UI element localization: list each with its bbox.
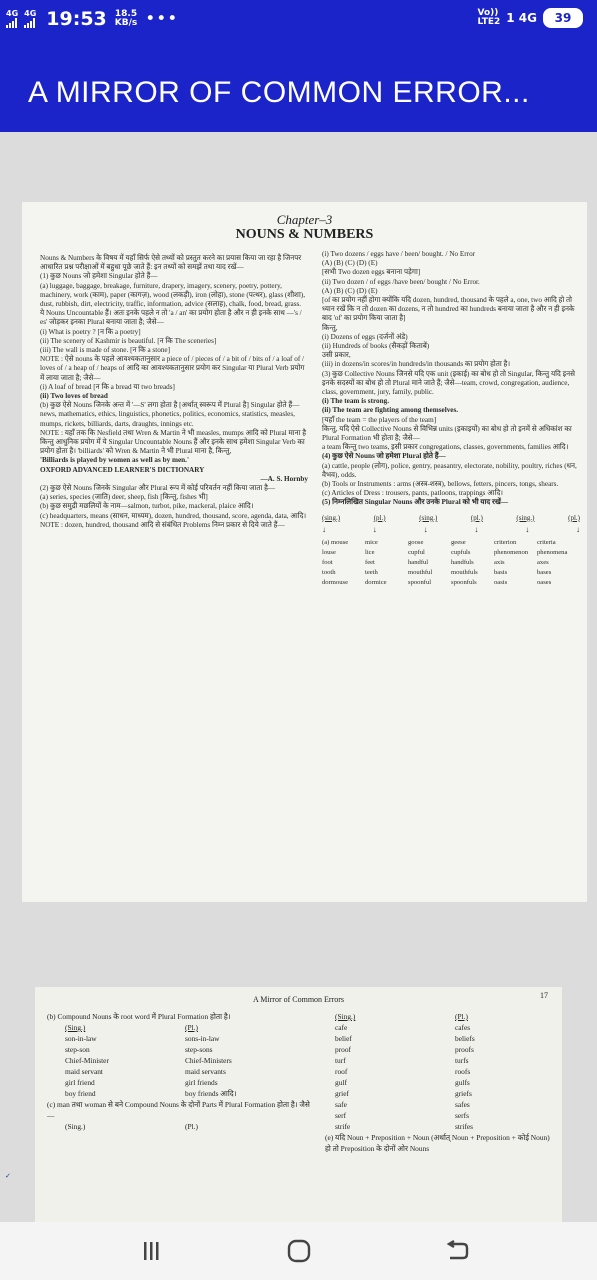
header-sing: (Sing.)	[65, 1023, 86, 1032]
table-cell: roof	[335, 1067, 348, 1076]
speed-unit: KB/s	[114, 18, 138, 28]
table-cell: gulfs	[455, 1078, 470, 1087]
table-cell: girl friend	[65, 1078, 95, 1087]
table-cell: step-son	[65, 1045, 90, 1054]
table-cell: lice	[365, 548, 375, 556]
table-cell: basis	[494, 568, 508, 576]
header-sing: (sing.)	[419, 513, 438, 522]
table-cell: girl friends	[185, 1078, 218, 1087]
paragraph: (b) Compound Nouns के root word में Plural Formation होता है।	[47, 1012, 231, 1021]
table-cell: step-sons	[185, 1045, 213, 1054]
table-cell: cupful	[408, 548, 425, 556]
paragraph: (ii) Two loves of bread	[40, 392, 108, 401]
paragraph: [यहाँ the team = the players of the team]	[322, 415, 437, 424]
back-arrow-icon	[444, 1240, 470, 1262]
menu-lines-icon	[142, 1240, 160, 1262]
paragraph: (ii) The scenery of Kashmir is beautiful. [न कि The sceneries]	[40, 336, 217, 345]
paragraph: NOTE : dozen, hundred, thousand आदि से संबंधित Problems निम्न प्रकार से दिये जाते हैं—	[40, 520, 285, 529]
paragraph: (5) निम्नलिखित Singular Nouns और उनके Plural को भी याद रखें—	[322, 498, 509, 507]
status-bar	[0, 0, 597, 58]
paragraph: (b) Tools or Instruments : arms (अस्त्र-शस्त्र), bellows, fetters, pincers, tongs, shears.	[322, 480, 559, 489]
paragraph: [of का प्रयोग नहीं होगा क्योंकि यदि dozen, hundred, thousand के पहले a, one, two आदि हो तो ध्यान रखें कि न तो dozen का dozens, न तो hundred का hundreds बनाया जाता है और न ही इनके बाद 'of' का प्रयोग किया जाता है]	[322, 296, 575, 323]
page1-right-column	[322, 250, 580, 588]
network-label-1: 4G	[6, 9, 19, 18]
table-cell: proofs	[455, 1045, 474, 1054]
photo-viewer[interactable]	[0, 132, 597, 1222]
table-cell: sons-in-law	[185, 1034, 220, 1043]
paragraph: (4) कुछ ऐसे Nouns जो हमेशा Plural होते हैं—	[322, 452, 446, 461]
paragraph: (i) A loaf of bread [न कि a bread या two breads]	[40, 382, 175, 391]
paragraph: (ii) Hundreds of books (सैकड़ों किताबें)	[322, 342, 430, 351]
table-cell: safes	[455, 1100, 470, 1109]
table-cell: griefs	[455, 1089, 472, 1098]
noun-plural-table	[325, 1011, 555, 1132]
page-number: 17	[540, 991, 548, 1000]
paragraph: NOTE : यहाँ तक कि Nesfield तथा Wren & Martin ने भी measles, mumps आदि को Plural माना है किन्तु आधुनिक प्रयोग में ये Singular Uncountable Nouns हैं और इनके साथ हमेशा Singular Verb का प्रयोग होता है। 'billiards' को Wren & Martin ने भी Plural माना है, किन्तु,	[40, 428, 307, 456]
table-cell: boy friend	[65, 1089, 96, 1098]
page2-left-column	[47, 1011, 317, 1132]
table-cell: mice	[365, 538, 378, 546]
home-button[interactable]	[274, 1232, 324, 1270]
table-cell: maid servants	[185, 1067, 226, 1076]
quote: 'Billiards is played by women as well as by men.'	[40, 456, 189, 465]
paragraph: (a) cattle, people (लोग), police, gentry, peasantry, electorate, nobility, poultry, riches (धन, वैभव), odds.	[322, 461, 577, 479]
table-cell: foot	[322, 558, 333, 566]
network-speed	[115, 10, 137, 28]
app-bar	[0, 58, 597, 132]
paragraph: (A) (B) (C) (D) (E)	[322, 286, 378, 295]
header-pl: (Pl.)	[185, 1122, 198, 1131]
paragraph: news, mathematics, ethics, linguistics, phonetics, politics, economics, statistics, measles, mumps, rickets, billiards, darts, draughts, innings etc.	[40, 410, 295, 428]
status-right	[477, 8, 583, 28]
header-pl: (Pl.)	[455, 1012, 468, 1021]
page1-left-column	[40, 254, 308, 530]
chapter-title: NOUNS & NUMBERS	[235, 227, 374, 242]
table-cell: criteria	[537, 538, 556, 546]
paragraph: (i) Dozens of eggs (दर्जनों अंडे)	[322, 332, 408, 341]
paragraph: (2) कुछ ऐसे Nouns जिनके Singular और Plural रूप में कोई परिवर्तन नहीं किया जाता है—	[40, 484, 276, 493]
volte-bottom: LTE2	[477, 17, 501, 27]
table-cell: bases	[537, 568, 552, 576]
table-cell: criterion	[494, 538, 517, 546]
battery-icon	[543, 8, 583, 28]
network-type: 1 4G	[506, 11, 537, 25]
singular-plural-headers	[322, 514, 580, 523]
table-cell: strife	[335, 1122, 351, 1131]
compound-noun-footer	[47, 1121, 317, 1132]
paragraph: (A) (B) (C) (D) (E)	[322, 259, 378, 268]
header-pl: (pl.)	[470, 513, 483, 522]
paragraph: NOTE : ऐसे nouns के पहले आवश्यकतानुसार a piece of / pieces of / a bit of / bits of / a loaf of / loves of / a heap of / heaps of आदि का आवश्यकतानुसार प्रयोग कर Singular या Plural Verb प्रयोग में लाया जाता है; जैसे—	[40, 355, 305, 382]
down-arrow-icons: ↓ ↓ ↓ ↓ ↓ ↓	[322, 524, 580, 534]
table-cell: feet	[365, 558, 375, 566]
paragraph: (iii) The wall is made of stone. [न कि a stone]	[40, 346, 170, 355]
page-title: A MIRROR OF COMMON ERROR...	[28, 76, 530, 109]
table-cell: axis	[494, 558, 505, 566]
table-cell: handfuls	[451, 558, 474, 566]
table-cell: roofs	[455, 1067, 471, 1076]
table-cell: Chief-Ministers	[185, 1056, 232, 1065]
paragraph: (c) headquarters, means (साधन, माध्यम), dozen, hundred, thousand, score, agenda, data, आदि।	[40, 511, 307, 520]
table-cell: proof	[335, 1045, 352, 1054]
header-pl: (pl.)	[373, 513, 386, 522]
singular-plural-table	[322, 538, 580, 588]
more-notifications-icon: •••	[145, 9, 179, 29]
back-button[interactable]	[432, 1232, 482, 1270]
table-cell: son-in-law	[65, 1034, 97, 1043]
paragraph: (3) कुछ Collective Nouns जिनसे यदि एक unit (इकाई) का बोध हो तो Singular, किन्तु यदि इनसे इनके सदस्यों का बोध हो तो Plural माने जाते हैं; जैसे—team, crowd, congregation, audience, class, government, jury, family, public.	[322, 369, 575, 397]
home-icon	[286, 1238, 312, 1264]
paragraph: (a) luggage, baggage, breakage, furniture, drapery, imagery, scenery, poetry, pottery, machinery, work (काम), paper (कागज़), wood (लकड़ी), iron (लोहा), stone (पत्थर), glass (शीशा), dust, rubbish, dirt, electricity, traffic, information, advice (सलाह), chalk, food, bread, grass.	[40, 281, 305, 309]
paragraph: Nouns & Numbers के विषय में यहाँ सिर्फ ऐसे तथ्यों को प्रस्तुत करने का प्रयास किया जा रहा है जिनपर आधारित प्रश्न परीक्षाओं में बहुधा पूछे जाते हैं: इन तथ्यों को समझें तथा याद रखें—	[40, 254, 302, 272]
table-cell: grief	[335, 1089, 349, 1098]
table-cell: geese	[451, 538, 466, 546]
status-left	[6, 8, 178, 30]
table-cell: gulf	[335, 1078, 347, 1087]
table-cell: Chief-Minister	[65, 1056, 109, 1065]
paragraph: (i) Two dozens / eggs have / been/ bought. / No Error	[322, 250, 476, 258]
book-page-1	[22, 202, 587, 902]
page2-right-column	[325, 1011, 555, 1154]
paragraph: (1) कुछ Nouns जो हमेशा Singular होते हैं—	[40, 272, 158, 281]
table-cell: (a) mouse	[322, 538, 349, 546]
clock: 19:53	[46, 8, 107, 30]
paragraph: a team किन्तु two teams, इसी प्रकार congregations, classes, governments, families आदि।	[322, 443, 569, 452]
battery-level: 39	[554, 11, 572, 25]
table-cell: phenomenon	[494, 548, 529, 556]
paragraph: (iii) in dozens/in scores/in hundreds/in thousands का प्रयोग होता है।	[322, 360, 511, 369]
chapter-label: Chapter–3	[276, 212, 333, 227]
table-cell: dormice	[365, 578, 387, 586]
paragraph: (c) Articles of Dress : trousers, pants, patloons, trappings आदि।	[322, 489, 504, 498]
table-cell: cupfuls	[451, 548, 471, 556]
signal-2-icon	[24, 10, 36, 28]
table-cell: axes	[537, 558, 549, 566]
header-sing: (Sing.)	[335, 1012, 356, 1021]
network-label-2: 4G	[24, 9, 37, 18]
navigation-bar	[0, 1222, 597, 1280]
signal-1-icon	[6, 10, 18, 28]
header-pl: (Pl.)	[185, 1023, 198, 1032]
table-cell: cafe	[335, 1023, 348, 1032]
paragraph: किन्तु,	[322, 323, 338, 332]
table-cell: louse	[322, 548, 336, 556]
table-cell: spoonful	[408, 578, 432, 586]
paragraph: ये Nouns Uncountable हैं। अतः इनके पहले न तो 'a / an' का प्रयोग होता है और न ही इनके साथ —'s / es' जोड़कर इनका Plural बनाया जाता है; जैसे—	[40, 309, 302, 327]
table-cell: mouthful	[408, 568, 433, 576]
paragraph: (e) यदि Noun + Preposition + Noun (अर्थात् Noun + Preposition + कोई Noun) हो तो Preposition के दोनों ओर Nouns	[325, 1133, 550, 1153]
paragraph: (i) The team is strong.	[322, 397, 390, 406]
table-cell: mouthfuls	[451, 568, 478, 576]
table-cell: tooth	[322, 568, 336, 576]
table-cell: cafes	[455, 1023, 471, 1032]
table-cell: serfs	[455, 1111, 469, 1120]
header-sing: (Sing.)	[65, 1122, 86, 1131]
table-cell: oases	[537, 578, 552, 586]
paragraph: (a) series, species (जाति) deer, sheep, fish [किन्तु, fishes भी]	[40, 493, 208, 502]
table-cell: turfs	[455, 1056, 469, 1065]
page-header: A Mirror of Common Errors	[252, 995, 345, 1004]
paragraph: उसी प्रकार,	[322, 351, 351, 360]
compound-noun-table	[47, 1022, 317, 1099]
header-pl: (pl.)	[568, 513, 580, 522]
table-cell: teeth	[365, 568, 378, 576]
table-cell: phenomena	[537, 548, 568, 556]
paragraph: किन्तु, यदि ऐसे Collective Nouns से विभिन्न units (इकाइयों) का बोध हो तो इनमें से अधिकांश का Plural Formation भी होता है; जैसे—	[322, 424, 572, 443]
header-sing: (sing.)	[322, 513, 341, 522]
citation-author: —A. S. Hornby	[260, 474, 308, 483]
table-cell: turf	[335, 1056, 346, 1065]
recent-apps-button[interactable]	[126, 1232, 176, 1270]
paragraph: (i) What is poetry ? [न कि a poetry]	[40, 327, 141, 336]
paragraph: (c) man तथा woman से बने Compound Nouns के दोनों Parts में Plural Formation होता है। जैसे—	[47, 1100, 310, 1120]
header-sing: (sing.)	[516, 513, 535, 522]
table-cell: goose	[408, 538, 424, 546]
volte-top: Vo))	[477, 8, 499, 18]
volte-indicator	[477, 9, 500, 27]
table-cell: dormouse	[322, 578, 349, 586]
paragraph: [सभी Two dozen eggs बनाना पड़ेगा]	[322, 268, 421, 277]
paragraph: (b) कुछ समुद्री मछलियों के नाम—salmon, turbot, pike, mackeral, plaice आदि।	[40, 502, 254, 511]
table-cell: boy friends आदि।	[185, 1089, 237, 1098]
table-cell: oasis	[494, 578, 508, 586]
table-cell: belief	[335, 1034, 352, 1043]
paragraph: (ii) The team are fighting among themselves.	[322, 406, 459, 415]
table-cell: maid servant	[65, 1067, 103, 1076]
speed-value: 18.5	[114, 9, 138, 19]
table-cell: spoonfuls	[451, 578, 477, 586]
table-cell: serf	[335, 1111, 347, 1120]
handwritten-check-mark-icon: ✓	[5, 1172, 11, 1180]
paragraph: (b) कुछ ऐसे Nouns जिनके अन्त में '—S' लगा होता है [अर्थात् स्वरूप में Plural है] Singular होते हैं—	[40, 401, 300, 410]
table-cell: beliefs	[455, 1034, 475, 1043]
table-cell: strifes	[455, 1122, 474, 1131]
table-cell: safe	[335, 1100, 347, 1109]
citation: OXFORD ADVANCED LEARNER'S DICTIONARY	[40, 465, 205, 474]
table-cell: handful	[408, 558, 429, 566]
paragraph: (ii) Two dozen / of eggs /have been/ bought / No Error.	[322, 277, 480, 286]
